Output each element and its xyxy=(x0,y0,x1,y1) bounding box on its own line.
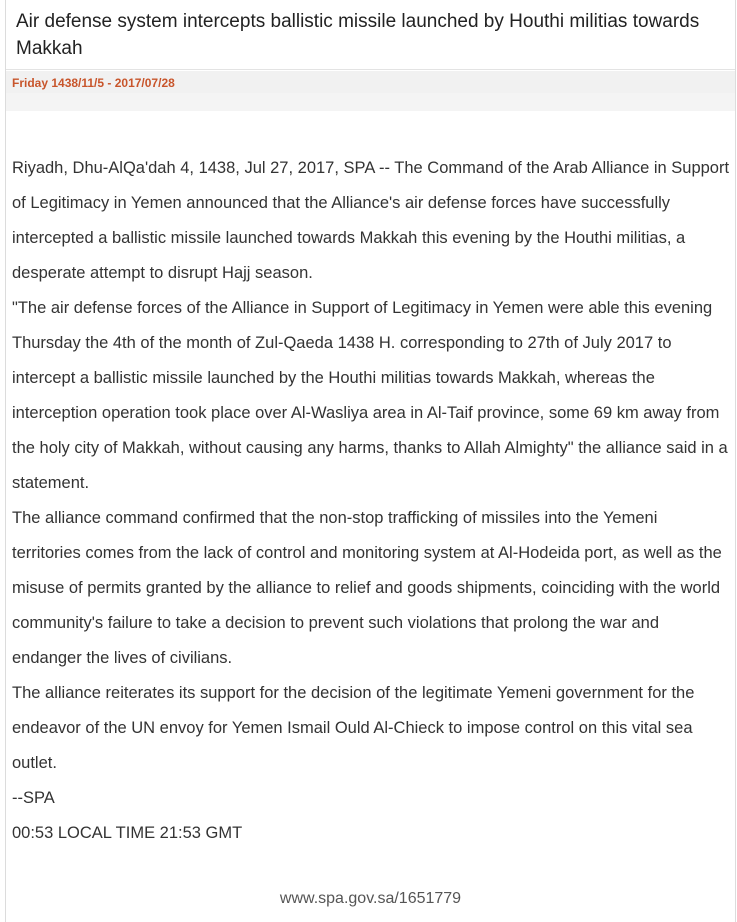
footer-url[interactable]: www.spa.gov.sa/1651779 xyxy=(279,890,462,907)
article-body xyxy=(12,151,730,851)
paragraph-support: The alliance reiterates its support for the decision of the legitimate Yemeni government for the endeavor of the UN envoy for Yemen Ismail Ould Al-Chieck to impose control on this vital sea outlet. xyxy=(12,684,695,772)
separator-bar xyxy=(6,93,735,111)
paragraph-timestamp: 00:53 LOCAL TIME 21:53 GMT xyxy=(12,824,243,842)
headline-box xyxy=(6,0,735,70)
page-frame xyxy=(5,0,736,922)
paragraph-confirmation: The alliance command confirmed that the non-stop trafficking of missiles into the Yemeni territories comes from the lack of control and monitoring system at Al-Hodeida port, as well as the misuse of permits granted by the alliance to relief and goods shipments, coinciding with the world community's failure to take a decision to prevent such violations that prolong the war and endanger the lives of civilians. xyxy=(12,509,722,667)
article-headline[interactable]: Air defense system intercepts ballistic missile launched by Houthi militias towards Makkah xyxy=(16,11,700,59)
paragraph-intro: Riyadh, Dhu-AlQa'dah 4, 1438, Jul 27, 2017, SPA -- The Command of the Arab Alliance in Support of Legitimacy in Yemen announced that the Alliance's air defense forces have successfully intercepted a ballistic missile launched towards Makkah this evening by the Houthi militias, a desperate attempt to disrupt Hajj season. xyxy=(12,159,730,282)
paragraph-source: --SPA xyxy=(12,789,55,807)
article-date: Friday 1438/11/5 - 2017/07/28 xyxy=(12,76,175,90)
date-bar xyxy=(6,71,735,93)
paragraph-quote: "The air defense forces of the Alliance in Support of Legitimacy in Yemen were able this evening Thursday the 4th of the month of Zul-Qaeda 1438 H. corresponding to 27th of July 2017 to intercept a ballistic missile launched by the Houthi militias towards Makkah, whereas the interception operation took place over Al-Wasliya area in Al-Taif province, some 69 km away from the holy city of Makkah, without causing any harms, thanks to Allah Almighty" the alliance said in a statement. xyxy=(12,299,728,492)
